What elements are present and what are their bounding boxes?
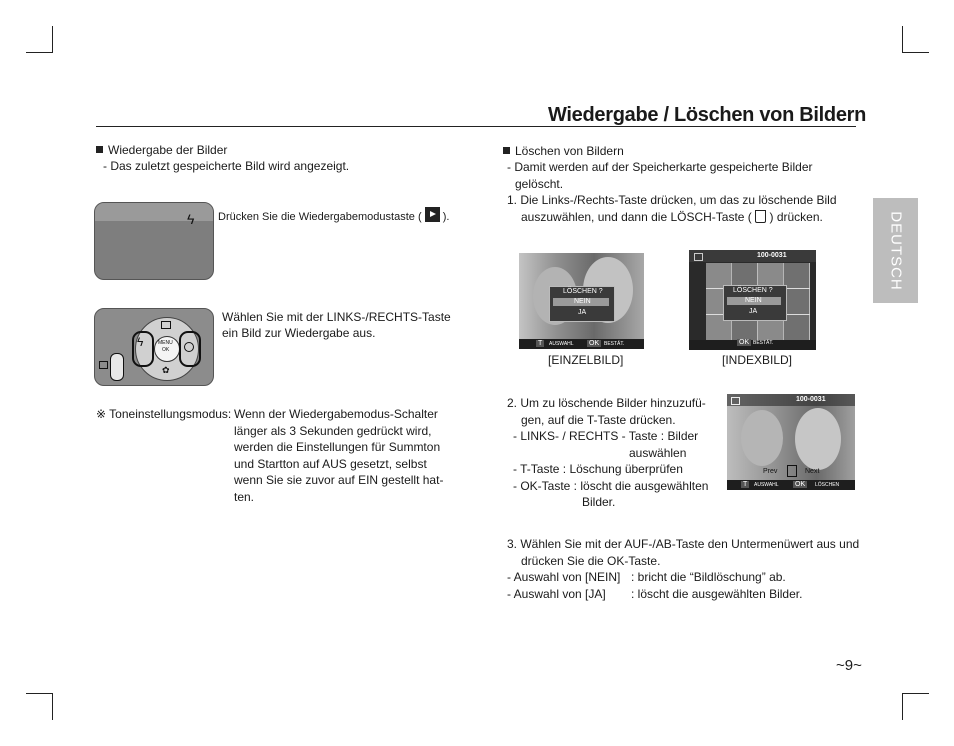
step1-post: ). (442, 211, 450, 223)
language-tab (873, 198, 918, 303)
right-l4-pre: auszuwählen, und dann die LÖSCH-Taste ( (521, 209, 752, 224)
right-line: gelöscht. (515, 176, 564, 191)
note-line: und Startton auf AUS gesetzt, selbst (234, 456, 427, 471)
crop-mark (26, 52, 53, 53)
bar-t-key: T (743, 481, 748, 488)
macro-icon: ✿ (162, 365, 170, 375)
top-bar (727, 394, 855, 406)
file-number: 100-0031 (796, 396, 826, 403)
option-nein-label: - Auswahl von [NEIN] (507, 570, 621, 584)
bar-loeschen: LÖSCHEN (815, 482, 840, 488)
flash-icon: ϟ (137, 335, 144, 349)
photo-face (741, 410, 783, 466)
multi-select-delete-screen (727, 394, 855, 490)
play-icon (694, 253, 703, 261)
option-nein[interactable]: NEIN (574, 298, 591, 305)
photo-face (795, 408, 841, 470)
ok-label: OK (162, 347, 170, 353)
note-line: ten. (234, 489, 255, 504)
bar-bestat: BESTÄT. (753, 340, 774, 346)
crop-mark (902, 52, 929, 53)
crop-mark (52, 693, 53, 720)
left-heading: Wiedergabe der Bilder (108, 143, 228, 157)
bullet-square-icon (96, 146, 103, 153)
prev-label: Prev (763, 468, 778, 475)
right-heading-row (503, 143, 624, 160)
bar-auswahl: AUSWAHL (549, 341, 574, 347)
step2-line2: ein Bild zur Wiedergabe aus. (222, 326, 376, 340)
note-line: Wenn der Wiedergabemodus-Schalter (234, 407, 438, 421)
bullet-square-icon (503, 147, 510, 154)
camera-image-control-pad (94, 308, 214, 386)
page-number: ~9~ (836, 657, 862, 674)
next-label: Next (805, 468, 820, 475)
step2-line: - OK-Taste : löscht die ausgewählten (513, 478, 709, 493)
file-number: 100-0031 (757, 252, 787, 259)
page-title: Wiedergabe / Löschen von Bildern (548, 104, 867, 126)
option-nein-desc: : bricht die “Bildlöschung” ab. (631, 570, 786, 584)
option-nein[interactable]: NEIN (745, 297, 762, 304)
flash-icon: ϟ (187, 211, 195, 227)
crop-mark (52, 26, 53, 53)
dialog-title: LÖSCHEN ? (563, 288, 603, 295)
caption-einzelbild: [EINZELBILD] (548, 353, 624, 367)
right-heading: Löschen von Bildern (515, 144, 624, 158)
index-image-delete-screen (689, 250, 816, 350)
language-tab-label: DEUTSCH (887, 210, 904, 291)
dialog-title: LÖSCHEN ? (733, 287, 773, 294)
crop-mark (902, 693, 929, 694)
right-l4-post: ) drücken. (769, 209, 823, 224)
step2-line: auswählen (629, 445, 687, 460)
right-line: - Damit werden auf der Speicherkarte gespeicherte Bilder (507, 160, 813, 174)
step2-line: gen, auf die T-Taste drücken. (521, 412, 676, 427)
right-line: 1. Die Links-/Rechts-Taste drücken, um das zu löschende Bild (507, 193, 837, 207)
step2-line: 2. Um zu löschende Bilder hinzuzufü- (507, 396, 706, 410)
playback-switch (110, 353, 124, 381)
step2-line: Bilder. (582, 495, 616, 509)
step2-line1: Wählen Sie mit der LINKS-/RECHTS-Taste (222, 310, 451, 324)
camera-body-top (95, 203, 213, 221)
trash-icon (755, 210, 766, 223)
bar-t-key: T (538, 340, 543, 347)
camera-image-playback-button (94, 202, 214, 280)
crop-mark (902, 693, 903, 720)
bar-auswahl: AUSWAHL (754, 482, 779, 488)
display-icon (161, 321, 171, 329)
left-heading-row (96, 142, 227, 159)
playback-icon (425, 207, 440, 222)
option-ja-label: - Auswahl von [JA] (507, 586, 606, 601)
bar-bestat: BESTÄT. (604, 341, 625, 347)
single-image-delete-screen (519, 253, 644, 349)
self-timer-icon (184, 342, 194, 352)
caption-indexbild: [INDEXBILD] (722, 353, 793, 367)
menu-label: MENU (158, 340, 173, 346)
note-line: werden die Einstellungen für Summton (234, 440, 441, 454)
title-rule (96, 126, 856, 127)
left-line1: - Das zuletzt gespeicherte Bild wird angezeigt. (103, 159, 350, 173)
bar-ok-key: OK (589, 340, 600, 347)
bar-ok-key: OK (739, 339, 750, 346)
play-icon (731, 397, 740, 405)
option-ja[interactable]: JA (578, 309, 587, 316)
note-line: wenn Sie sie zuvor auf EIN gestellt hat- (234, 473, 444, 487)
step2-line: - T-Taste : Löschung überprüfen (513, 462, 683, 476)
step3-line: 3. Wählen Sie mit der AUF-/AB-Taste den Untermenüwert aus und (507, 537, 860, 551)
play-icon (99, 361, 108, 369)
note-label: ※ Toneinstellungsmodus: (96, 407, 232, 421)
step2-line: - LINKS- / RECHTS - Taste : Bilder (513, 429, 699, 443)
crop-mark (902, 26, 903, 53)
note-line: länger als 3 Sekunden gedrückt wird, (234, 423, 432, 438)
selected-check-icon (787, 465, 797, 477)
bar-ok-key: OK (795, 481, 806, 488)
option-ja[interactable]: JA (749, 308, 758, 315)
option-ja-desc: : löscht die ausgewählten Bilder. (631, 586, 803, 601)
step3-line: drücken Sie die OK-Taste. (521, 553, 661, 568)
step1-pre: Drücken Sie die Wiedergabemodustaste ( (218, 211, 422, 223)
crop-mark (26, 693, 53, 694)
top-bar (689, 250, 816, 262)
right-line-delete (521, 209, 823, 226)
step1-text (218, 207, 449, 226)
